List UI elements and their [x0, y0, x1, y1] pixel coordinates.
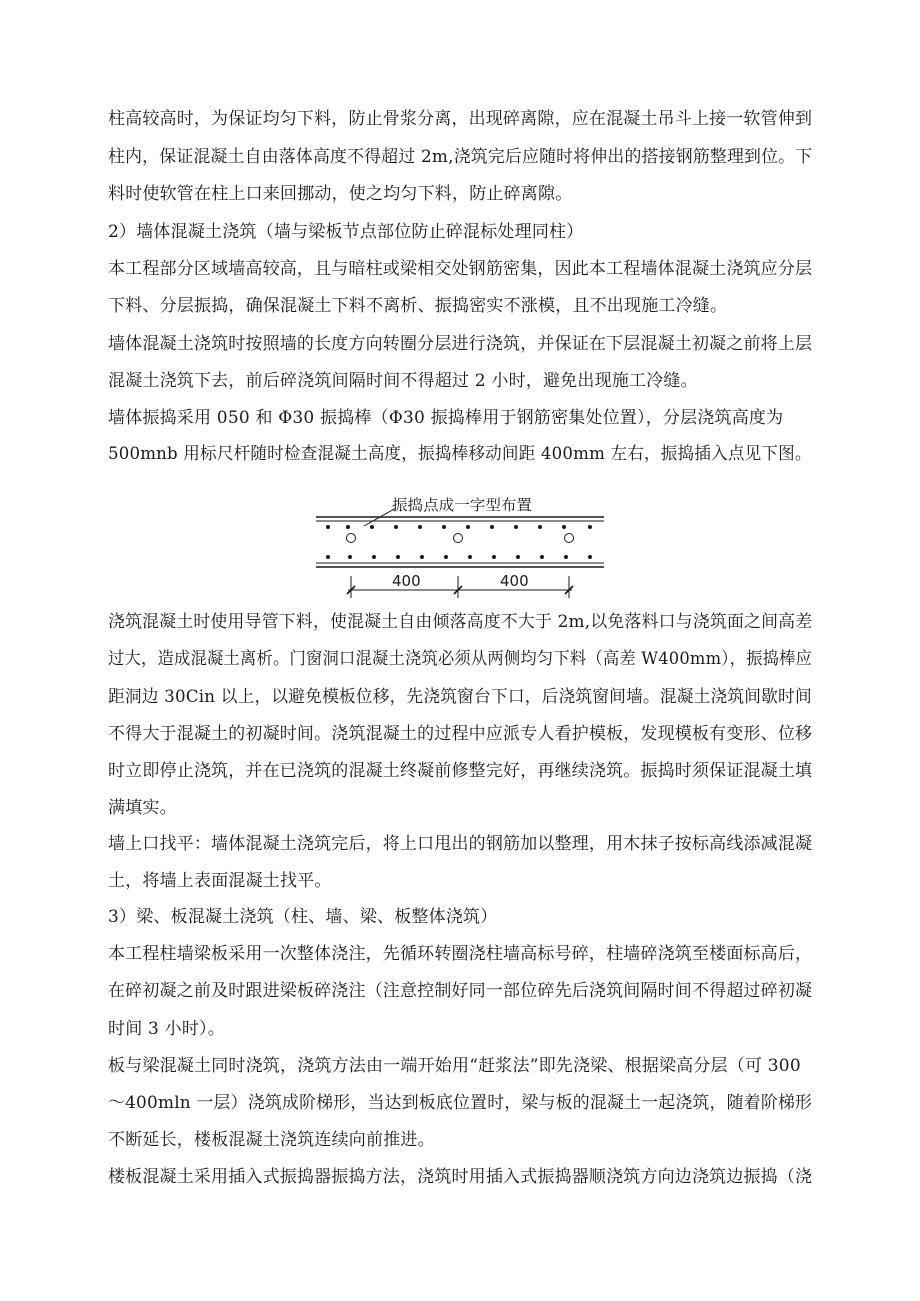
- text-line-2: 柱内，保证混凝土自由落体高度不得超过 2m,浇筑完后应随时将伸出的搭接钢筋整理到位。下: [108, 147, 813, 167]
- text-line-3: 料时使软管在柱上口来回挪动，使之均匀下料，防止碎离隙。: [108, 184, 573, 204]
- vibration-point-2: [454, 534, 463, 543]
- text-line-17: 墙上口找平：墙体混凝土浇筑完后，将上口甩出的钢筋加以整理，用木抹子按标高线添减混凝: [108, 834, 813, 854]
- text-line-16: 满填实。: [108, 798, 177, 818]
- dimension-left-label: 400: [392, 572, 421, 590]
- section-heading-3: 3）梁、板混凝土浇筑（柱、墙、梁、板整体浇筑）: [108, 907, 498, 927]
- vibration-point-3: [565, 534, 574, 543]
- dimension-right-label: 400: [500, 572, 529, 590]
- text-line-23: 板与梁混凝土同时浇筑，浇筑方法由一端开始用“赶浆法”即先浇梁、根据梁高分层（可 300: [108, 1056, 801, 1076]
- top-rebar-dots: [326, 525, 592, 529]
- text-line-15: 时立即停止浇筑，并在已浇筑的混凝土终凝前修整完好，再继续浇筑。振捣时须保证混凝土填: [108, 761, 813, 781]
- dimension-line: [347, 576, 573, 598]
- text-line-8: 混凝土浇筑下去，前后碎浇筑间隔时间不得超过 2 小时，避免出现施工冷缝。: [108, 371, 698, 391]
- text-line-18: 土，将墙上表面混凝土找平。: [108, 871, 332, 891]
- text-line-20: 本工程柱墙梁板采用一次整体浇注，先循环转圈浇柱墙高标号碎，柱墙碎浇筑至楼面标高后，: [108, 944, 813, 964]
- vibration-point-diagram: [316, 494, 604, 600]
- text-line-25: 不断延长，楼板混凝土浇筑连续向前推进。: [108, 1130, 435, 1150]
- section-heading-2: 2）墙体混凝土浇筑（墙与梁板节点部位防止碎混标处理同柱）: [108, 222, 584, 242]
- bottom-rebar-dots: [326, 555, 592, 559]
- text-line-24: ～400mln 一层）浇筑成阶梯形，当达到板底位置时，梁与板的混凝土一起浇筑，随着阶梯形: [108, 1093, 813, 1113]
- diagram-caption: 振捣点成一字型布置: [392, 496, 532, 514]
- text-line-11: 浇筑混凝土时使用导管下料，使混凝土自由倾落高度不大于 2m,以免落料口与浇筑面之间高差: [108, 612, 813, 632]
- text-line-10: 500mnb 用标尺杆随时检查混凝土高度，振捣棒移动间距 400mm 左右，振捣插入点见下图。: [108, 444, 812, 464]
- text-line-6: 下料、分层振捣，确保混凝土下料不离析、振捣密实不涨模，且不出现施工冷缝。: [108, 296, 728, 316]
- text-line-21: 在碎初凝之前及时跟进梁板碎浇注（注意控制好同一部位碎先后浇筑间隔时间不得超过碎初凝: [108, 981, 813, 1001]
- text-line-7: 墙体混凝土浇筑时按照墙的长度方向转圈分层进行浇筑，并保证在下层混凝土初凝之前将上层: [108, 334, 813, 354]
- text-line-1: 柱高较高时，为保证均匀下料，防止骨浆分离，出现碎离隙，应在混凝土吊斗上接一软管伸到: [108, 109, 813, 129]
- text-line-26: 楼板混凝土采用插入式振捣器振捣方法，浇筑时用插入式振捣器顺浇筑方向边浇筑边振捣（浇: [108, 1167, 813, 1187]
- text-line-12: 过大，造成混凝土离析。门窗洞口混凝土浇筑必须从两侧均匀下料（高差 W400mm），振捣棒应: [108, 649, 813, 669]
- text-line-14: 不得大于混凝土的初凝时间。浇筑混凝土的过程中应派专人看护模板，发现模板有变形、位移: [108, 724, 813, 744]
- text-line-9: 墙体振捣采用 050 和 Φ30 振捣棒（Φ30 振捣棒用于钢筋密集处位置），分层浇筑高度为: [108, 408, 784, 428]
- text-line-5: 本工程部分区域墙高较高，且与暗柱或梁相交处钢筋密集，因此本工程墙体混凝土浇筑应分层: [108, 259, 813, 279]
- text-line-13: 距洞边 30Cin 以上，以避免模板位移，先浇筑窗台下口，后浇筑窗间墙。混凝土浇筑间歇时间: [108, 687, 812, 707]
- vibration-point-1: [347, 534, 356, 543]
- text-line-22: 时间 3 小时）。: [108, 1019, 225, 1039]
